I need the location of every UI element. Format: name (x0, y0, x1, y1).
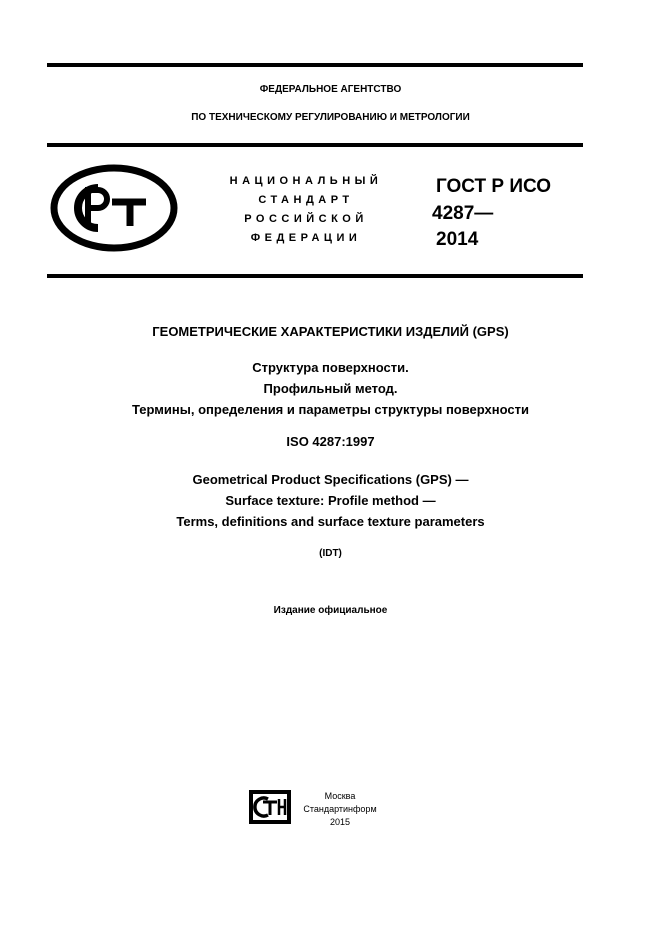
standard-rule (47, 274, 583, 278)
national-line-4: ФЕДЕРАЦИИ (250, 232, 362, 244)
agency-line-2: ПО ТЕХНИЧЕСКОМУ РЕГУЛИРОВАНИЮ И МЕТРОЛОГИИ (191, 112, 470, 123)
standartinform-logo-icon (248, 789, 292, 825)
iso-reference: ISO 4287:1997 (286, 434, 375, 449)
header-rule (47, 143, 583, 147)
edition-label: Издание официальное (273, 605, 388, 616)
top-rule (47, 63, 583, 67)
publisher-year: 2015 (329, 817, 351, 827)
agency-line-1: ФЕДЕРАЛЬНОЕ АГЕНТСТВО (259, 84, 402, 95)
standard-designation-line-1: ГОСТ Р ИСО (436, 176, 552, 197)
english-title-line-1: Geometrical Product Specifications (GPS) — (192, 472, 469, 487)
standard-designation-line-3: 2014 (436, 229, 479, 250)
title-sub-line-2: Профильный метод. (263, 381, 398, 396)
rst-emblem-icon (50, 164, 178, 252)
national-line-1: НАЦИОНАЛЬНЫЙ (229, 175, 383, 187)
english-title-line-2: Surface texture: Profile method — (225, 493, 436, 508)
title-sub-line-3: Термины, определения и параметры структуры поверхности (132, 402, 529, 417)
national-line-2: СТАНДАРТ (258, 194, 354, 206)
standard-designation-line-2: 4287— (432, 203, 494, 224)
publisher-city: Москва (324, 791, 356, 801)
national-line-3: РОССИЙСКОЙ (244, 213, 368, 225)
national-standard-label (210, 172, 402, 248)
idt-label: (IDT) (319, 548, 342, 559)
publisher-name: Стандартинформ (303, 804, 377, 814)
publisher-block (300, 790, 380, 829)
title-sub-line-1: Структура поверхности. (252, 360, 409, 375)
english-title-line-3: Terms, definitions and surface texture parameters (176, 514, 485, 529)
document-title: ГЕОМЕТРИЧЕСКИЕ ХАРАКТЕРИСТИКИ ИЗДЕЛИЙ (GPS) (152, 324, 509, 339)
